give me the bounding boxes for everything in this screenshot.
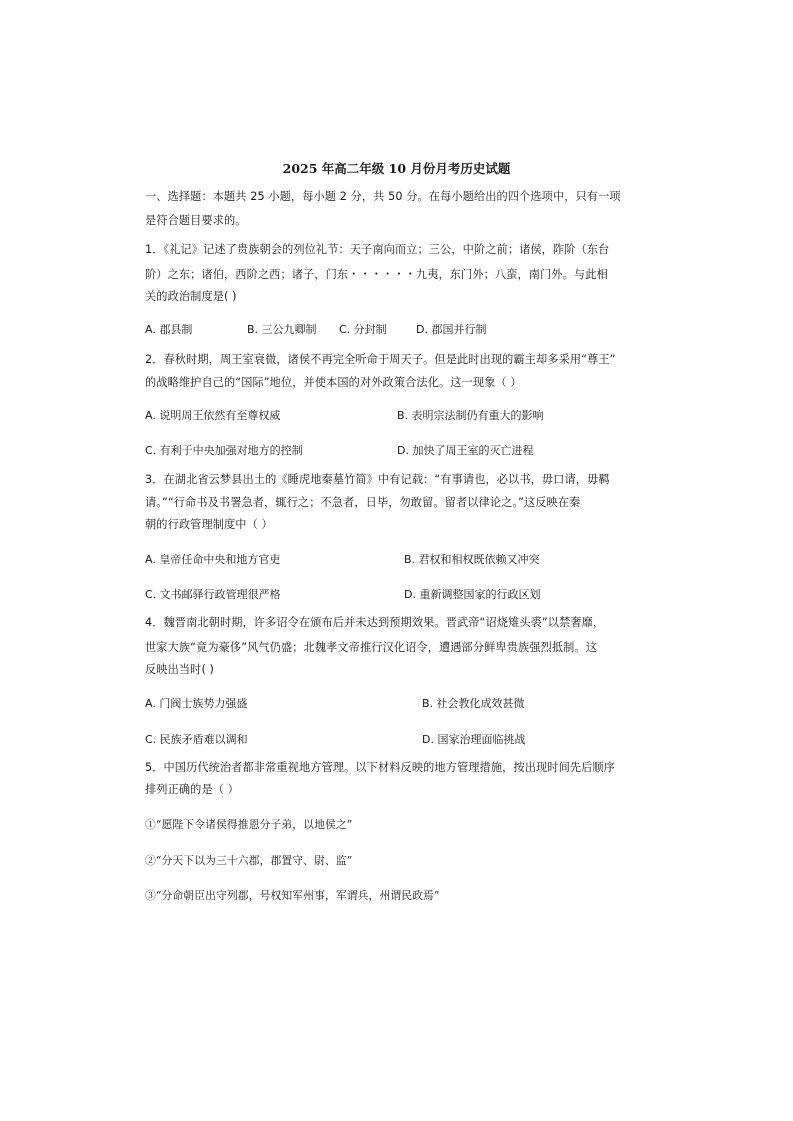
q5-material-1: ①“愿陛下令诸侯得推恩分子弟，以地侯之” xyxy=(145,818,353,831)
q3-stem-line-2: 请。”“行命书及书署急者，辄行之；不急者，日毕，勿敢留。留者以律论之。”这反映在秦 xyxy=(145,496,581,509)
q5-material-2: ②“分天下以为三十六郡，郡置守、尉、监” xyxy=(145,854,353,867)
q3-option-b: B. 君权和相权既依赖又冲突 xyxy=(404,553,540,566)
q3-option-c: C. 文书邮驿行政管理很严格 xyxy=(145,588,281,601)
q1-option-c: C. 分封制 xyxy=(339,323,387,336)
q1-option-a: A. 郡县制 xyxy=(145,323,193,336)
q3-stem-line-1: 3．在湖北省云梦县出土的《睡虎地秦墓竹简》中有记载：“有事请也，必以书，毋口请，毋羁 xyxy=(145,473,610,486)
q2-option-b: B. 表明宗法制仍有重大的影响 xyxy=(397,409,544,422)
q3-stem-line-3: 朝的行政管理制度中（ ） xyxy=(145,518,273,531)
q1-stem-line-3: 关的政治制度是( ) xyxy=(145,290,237,303)
q1-option-b: B. 三公九卿制 xyxy=(247,323,317,336)
q3-option-a: A. 皇帝任命中央和地方官吏 xyxy=(145,553,281,566)
q4-stem-line-3: 反映出当时( ) xyxy=(145,663,215,676)
q5-material-3: ③“分命朝臣出守列郡，号权知军州事，军谓兵，州谓民政焉” xyxy=(145,889,440,902)
q1-stem-line-2: 阶）之东；诸伯，西阶之西；诸子，门东・・・・・・九夷，东门外；八蛮，南门外。与此相 xyxy=(145,268,608,281)
q1-option-d: D. 郡国并行制 xyxy=(416,323,487,336)
q2-stem-line-1: 2．春秋时期，周王室衰微，诸侯不再完全听命于周天子。但是此时出现的霸主却多采用“尊王” xyxy=(145,353,616,366)
section-instructions-line-1: 一、选择题：本题共 25 小题，每小题 2 分，共 50 分。在每小题给出的四个选项中，只有一项 xyxy=(145,190,621,203)
exam-title: 2025 年高二年级 10 月份月考历史试题 xyxy=(282,161,511,176)
q4-option-a: A. 门阀士族势力强盛 xyxy=(145,697,248,710)
section-instructions-line-2: 是符合题目要求的。 xyxy=(145,214,247,227)
q5-stem-line-1: 5．中国历代统治者都非常重视地方管理。以下材料反映的地方管理措施，按出现时间先后顺序 xyxy=(145,761,616,774)
q3-option-d: D. 重新调整国家的行政区划 xyxy=(404,588,541,601)
q4-stem-line-2: 世家大族“竟为豪侈”风气仍盛；北魏孝文帝推行汉化诏令，遭遇部分鲜卑贵族强烈抵制。这 xyxy=(145,641,598,654)
q1-stem-line-1: 1．《礼记》记述了贵族朝会的列位礼节：天子南向而立；三公，中阶之前；诸侯，阼阶（东台 xyxy=(145,243,610,256)
q4-option-b: B. 社会教化成效甚微 xyxy=(422,697,525,710)
q4-stem-line-1: 4．魏晋南北朝时期，许多诏令在颁布后并未达到预期效果。晋武帝“诏烧雉头裘”以禁奢靡， xyxy=(145,616,605,629)
q5-stem-line-2: 排列正确的是（ ） xyxy=(145,783,239,796)
q4-option-d: D. 国家治理面临挑战 xyxy=(422,733,526,746)
q4-option-c: C. 民族矛盾难以调和 xyxy=(145,733,248,746)
q2-option-a: A. 说明周王依然有至尊权威 xyxy=(145,409,281,422)
q2-option-c: C. 有利于中央加强对地方的控制 xyxy=(145,444,303,457)
q2-stem-line-2: 的战略维护自己的“国际”地位，并使本国的对外政策合法化。这一现象（ ） xyxy=(145,376,522,389)
q2-option-d: D. 加快了周王室的灭亡进程 xyxy=(397,444,534,457)
